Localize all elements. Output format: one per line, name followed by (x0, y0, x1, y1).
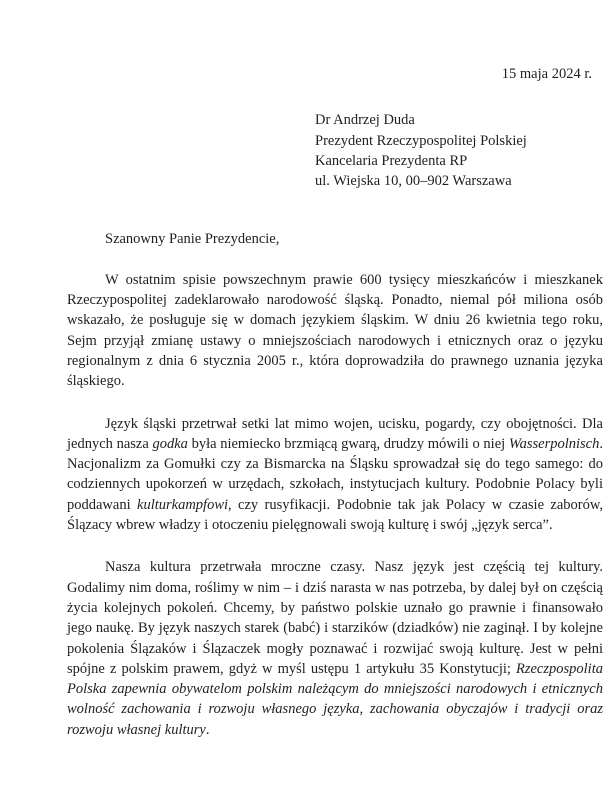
text-run: Nasza kultura przetrwała mroczne czasy. Nasz język jest częścią tej kultury. Godalimy nim doma, roślimy w nim – i dziś narasta w nas potrzeba, by dalej był on częścią życia kolejnych pokoleń. Chcemy, by państwo polskie uznało go prawnie i finansowało jego naukę. By język naszych starek (babć) i starzików (dziadków) nie zaginął. I by kolejne pokolenia Ślązaków i Ślązaczek mogły poznawać i rozwijać swoją kulturę. Jest w pełni spójne z polskim prawem, gdyż w myśl ustępu 1 artykułu 35 Konstytucji; (67, 559, 603, 677)
recipient-block (315, 110, 603, 191)
recipient-address: ul. Wiejska 10, 00–902 Warszawa (315, 173, 512, 190)
letter-date: 15 maja 2024 r. (501, 66, 592, 82)
text-run: Język śląski przetrwał setki lat mimo wojen, ucisku, pogardy, czy obojętności. Dla jednych nasza (67, 415, 603, 452)
paragraph-census (67, 270, 603, 392)
text-run: , czy rusyfikacji. Podobnie tak jak Polacy w czasie zaborów, Ślązacy wbrew władzy i otoczeniu pielęgnowali swoją kulturę i swój „język serca”. (67, 496, 604, 534)
paragraph-history (67, 414, 603, 536)
text-run-italic-godka: godka (152, 435, 188, 452)
letter-body (67, 270, 603, 740)
recipient-name: Dr Andrzej Duda (315, 112, 415, 129)
text-run: była niemiecko brzmiącą gwarą, drudzy mówili o niej (187, 435, 509, 452)
salutation: Szanowny Panie Prezydencie, (105, 231, 280, 248)
recipient-office: Kancelaria Prezydenta RP (315, 152, 468, 169)
paragraph-culture (67, 557, 603, 740)
text-run-italic-kulturkampf: kulturkampfowi (137, 496, 229, 513)
text-run-italic-wasserpolnisch: Wasserpolnisch (508, 435, 600, 452)
recipient-title: Prezydent Rzeczypospolitej Polskiej (315, 132, 527, 149)
text-run: . Nacjonalizm za Gomułki czy za Bismarcka na Śląsku sprowadzał się do tego samego: do codziennych upokorzeń w urzędach, szkołach, instytucjach kultury. Podobnie Polacy byli poddawani (67, 435, 603, 513)
text-run-italic-constitution-quote: Rzeczpospolita Polska zapewnia obywatelom polskim należącym do mniejszości narodowych i etnicznych wolność zachowania i rozwoju własnego języka, zachowania obyczajów i tradycji oraz rozwoju własnej kultury (67, 660, 603, 738)
text-run: . (205, 721, 210, 738)
text-run: W ostatnim spisie powszechnym prawie 600 tysięcy mieszkańców i mieszkanek Rzeczypospolitej zadeklarowało narodowość śląską. Ponadto, niemal pół miliona osób wskazało, że posługuje się w domach językiem śląskim. W dniu 26 kwietnia tego roku, Sejm przyjął zmianę ustawy o mniejszościach narodowych i etnicznych oraz o języku regionalnym z dnia 6 stycznia 2005 r., która doprowadziła do prawnego uznania języka śląskiego. (67, 271, 603, 390)
